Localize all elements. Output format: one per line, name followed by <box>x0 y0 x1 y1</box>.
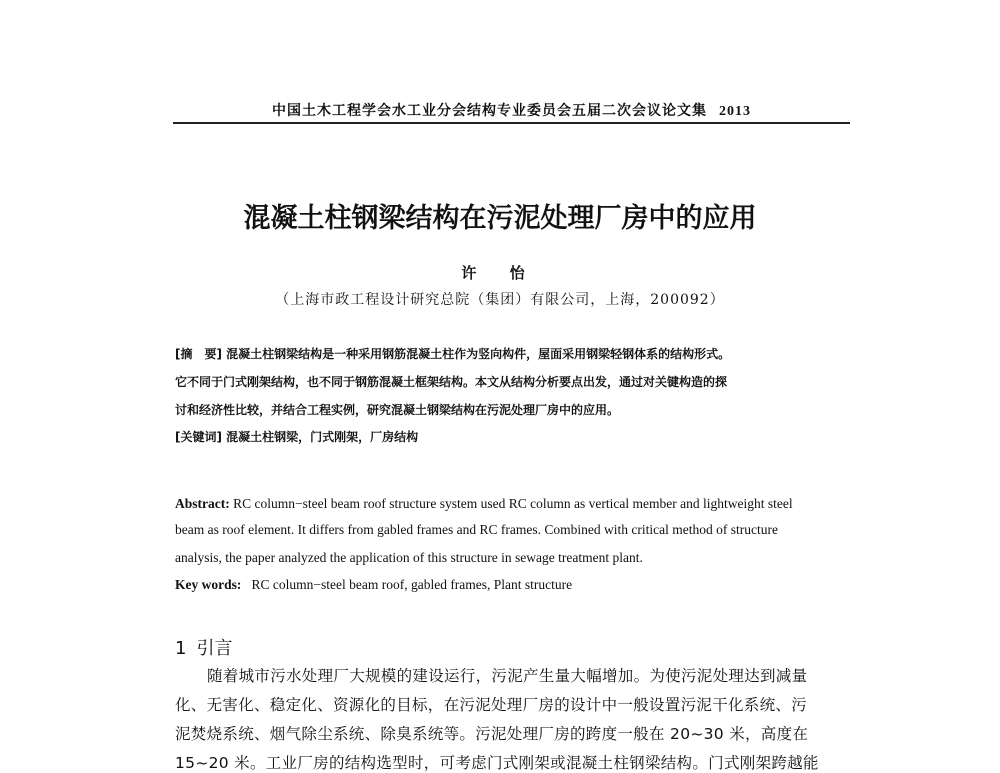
en-keywords <box>175 577 855 593</box>
header-rule <box>173 122 850 124</box>
body-paragraph-line: 15~20 米。工业厂房的结构选型时，可考虑门式刚架或混凝土柱钢梁结构。门式刚架跨越能 <box>175 754 819 772</box>
en-abstract-line-2: beam as roof element. It differs from gabled frames and RC frames. Combined with critical method of structure <box>175 522 778 537</box>
section-number: 1 <box>175 638 187 659</box>
en-abstract-line-1 <box>175 496 855 512</box>
cn-abstract-line-1 <box>175 341 855 368</box>
cn-keywords <box>175 424 855 451</box>
body-paragraph-line: 泥焚烧系统、烟气除尘系统、除臭系统等。污泥处理厂房的跨度一般在 20~30 米，高度在 <box>175 725 809 743</box>
body-paragraph-line: 化、无害化、稳定化、资源化的目标，在污泥处理厂房的设计中一般设置污泥干化系统、污 <box>175 696 808 714</box>
cn-keywords-label: [关键词] <box>175 430 222 444</box>
author-affiliation: （上海市政工程设计研究总院（集团）有限公司，上海，200092） <box>275 292 725 308</box>
paper-title: 混凝土柱钢梁结构在污泥处理厂房中的应用 <box>243 203 757 234</box>
author-name: 许 怡 <box>461 264 539 282</box>
en-abstract-label: Abstract: <box>175 496 230 511</box>
cn-abstract-text: 混凝土柱钢梁结构是一种采用钢筋混凝土柱作为竖向构件，屋面采用钢梁轻钢体系的结构形式。 <box>226 347 731 361</box>
cn-abstract-line-3: 讨和经济性比较，并结合工程实例，研究混凝土钢梁结构在污泥处理厂房中的应用。 <box>175 403 620 417</box>
en-keywords-label: Key words: <box>175 577 242 592</box>
running-header-year: 2013 <box>719 104 751 119</box>
body-paragraph-line: 随着城市污水处理厂大规模的建设运行，污泥产生量大幅增加。为使污泥处理达到减量 <box>207 667 808 685</box>
cn-abstract-label: [摘 要] <box>175 347 222 361</box>
en-keywords-text: RC column−steel beam roof, gabled frames, Plant structure <box>251 577 573 592</box>
running-header <box>173 100 850 120</box>
running-header-text: 中国土木工程学会水工业分会结构专业委员会五届二次会议论文集 <box>272 103 707 119</box>
en-abstract-line-3: analysis, the paper analyzed the application of this structure in sewage treatment plant. <box>175 550 643 565</box>
cn-keywords-text: 混凝土柱钢梁，门式刚架，厂房结构 <box>226 430 419 444</box>
section-title: 引言 <box>196 638 233 659</box>
cn-abstract-line-2: 它不同于门式刚架结构，也不同于钢筋混凝土框架结构。本文从结构分析要点出发，通过对关键构造的探 <box>175 375 728 389</box>
en-abstract-text: RC column−steel beam roof structure system used RC column as vertical member and lightweight steel <box>233 496 793 511</box>
section-heading <box>175 634 232 660</box>
